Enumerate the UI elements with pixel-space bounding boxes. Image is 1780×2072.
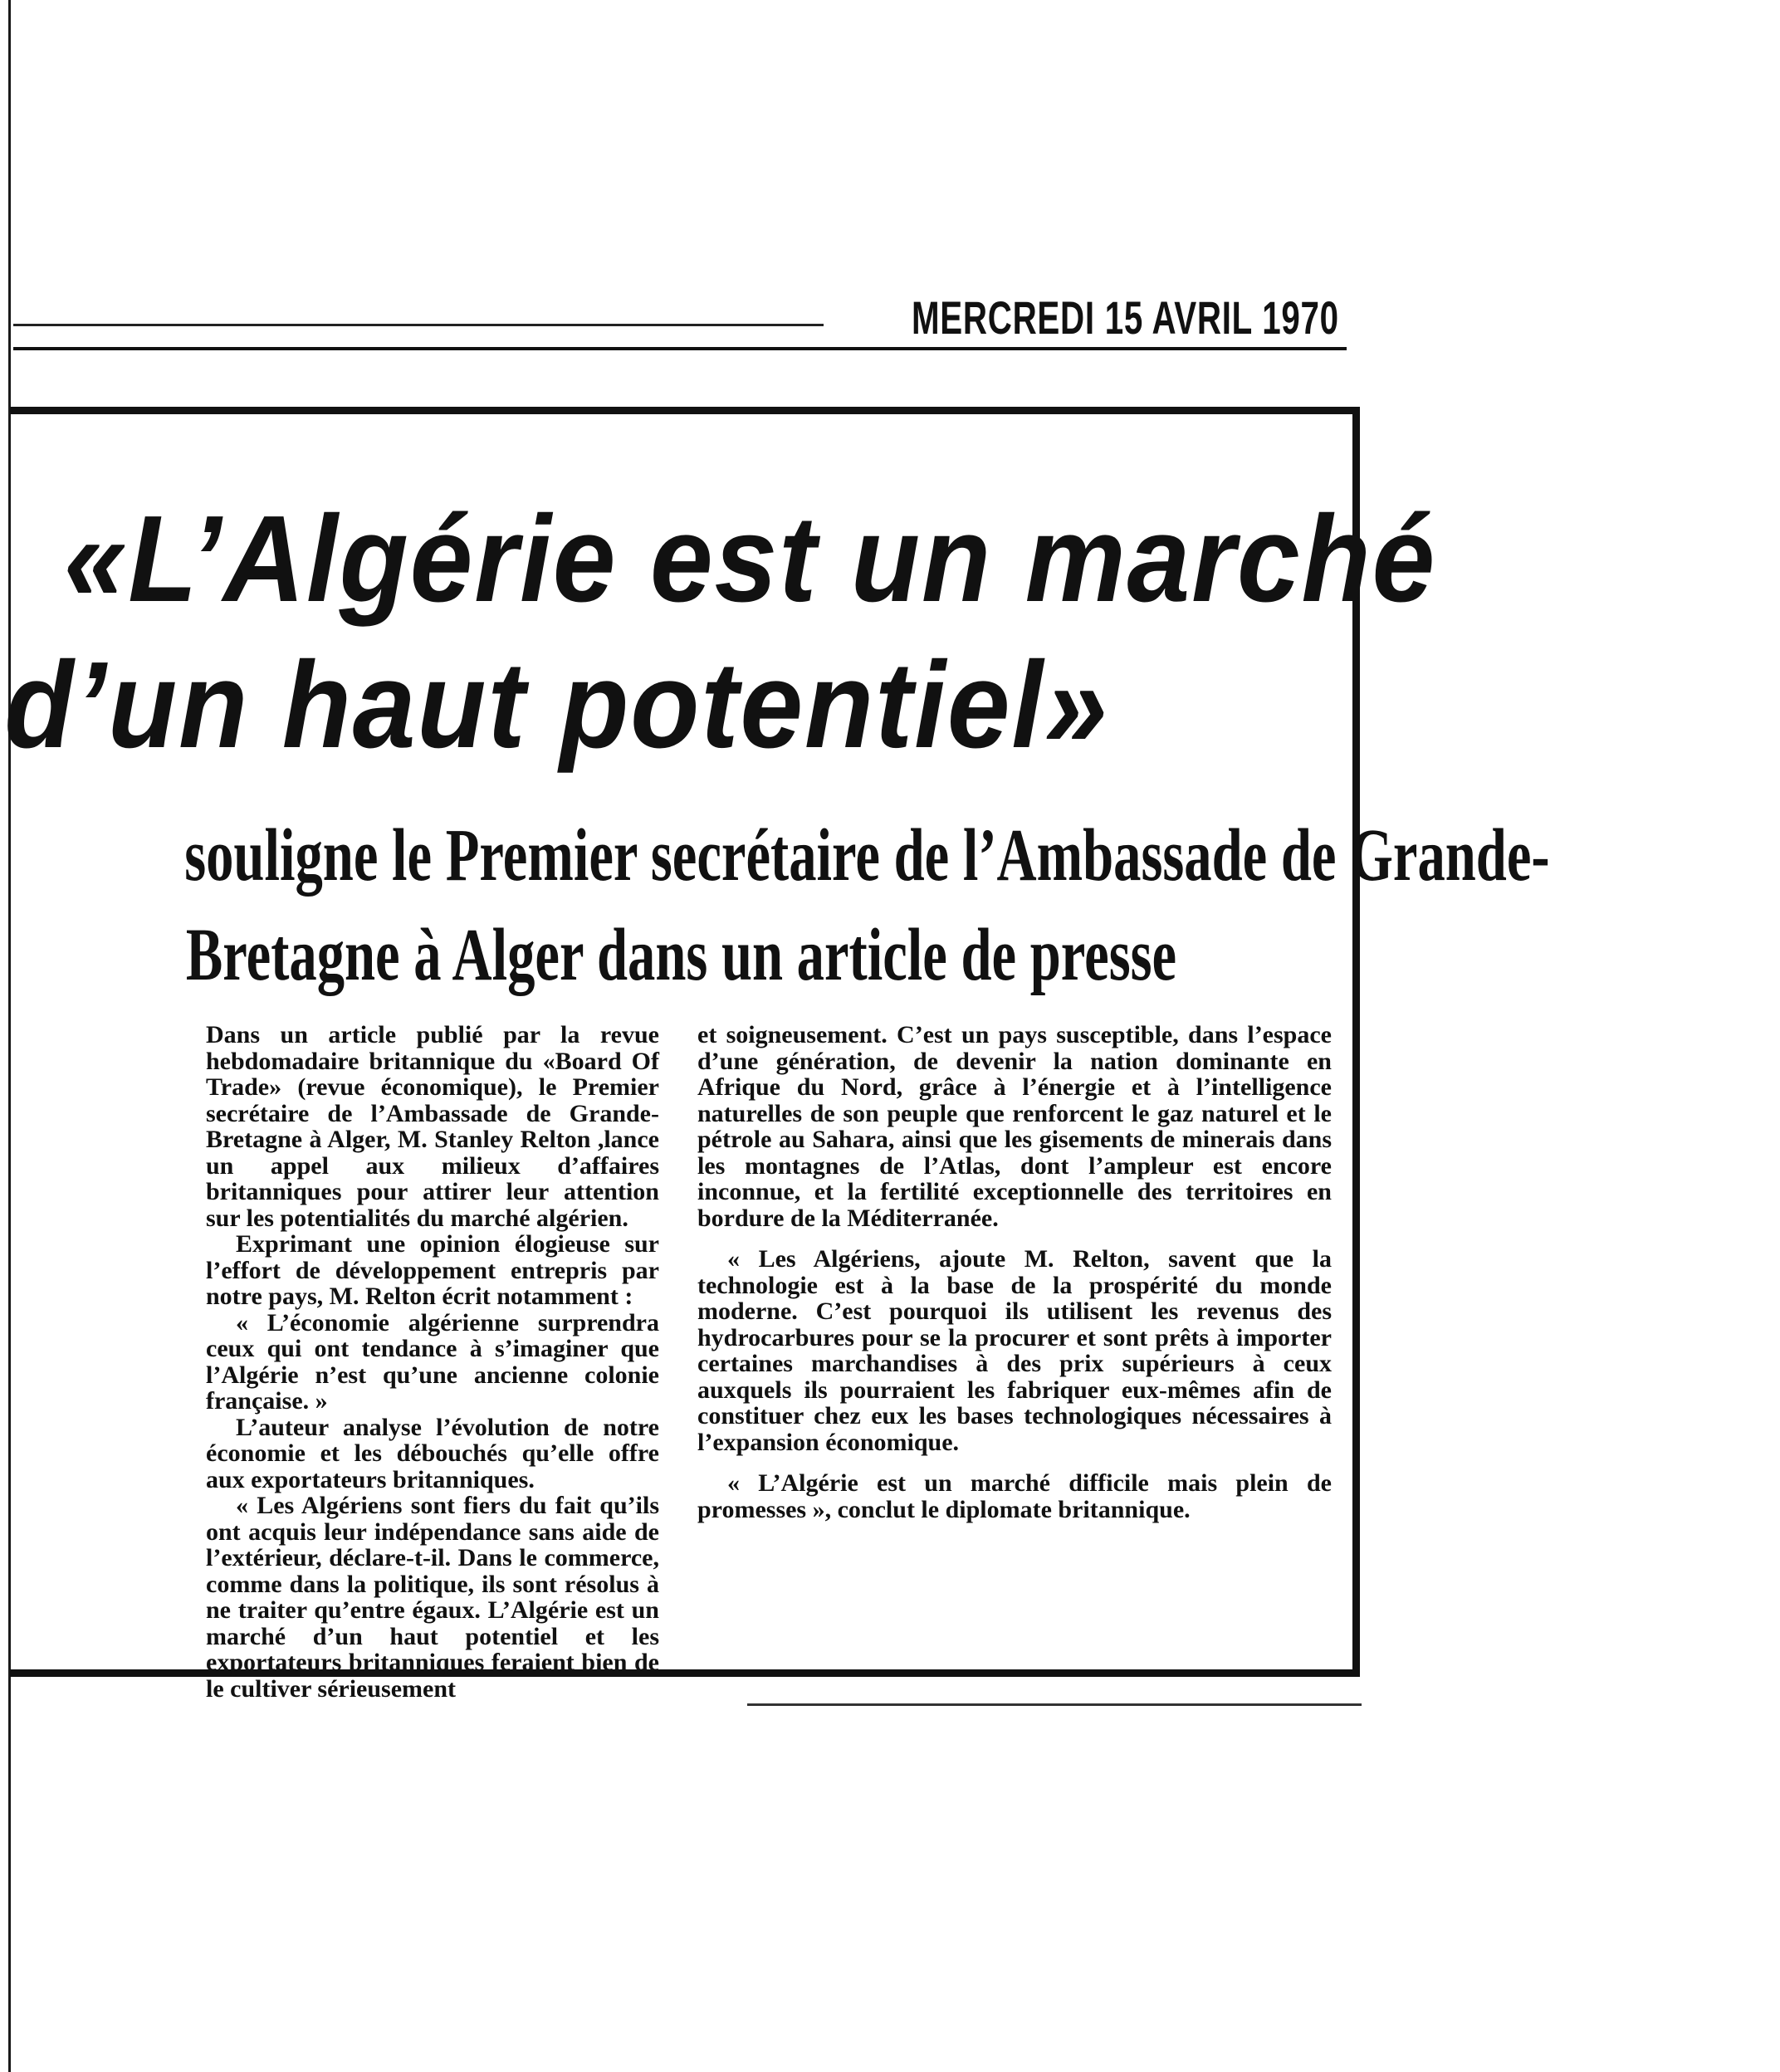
paragraph: « L’économie algérienne surprendra ceux qui ont tendance à s’imaginer que l’Algérie n’est qu’une ancienne colonie française. » bbox=[206, 1308, 659, 1415]
dateline-rule bbox=[13, 324, 824, 326]
paragraph: L’auteur analyse l’évolution de notre économie et les débouchés qu’elle offre aux exportateurs britanniques. bbox=[206, 1413, 659, 1493]
footer-rule bbox=[747, 1703, 1362, 1706]
subheadline-line-2: Bretagne à Alger dans un article de presse bbox=[185, 914, 1177, 996]
header-rule bbox=[13, 347, 1347, 350]
paragraph: Dans un article publié par la revue hebdomadaire britannique du «Board Of Trade» (revue économique), le Premier secrétaire de l’Ambassade de Grande-Bretagne à Alger, M. Stanley Relton ,lance un appel aux milieux d’affaires britanniques pour attirer leur attention sur les potentialités du marché algérien. bbox=[206, 1021, 659, 1232]
article-column-right bbox=[697, 1022, 1332, 1522]
paragraph: « Les Algériens, ajoute M. Relton, savent que la technologie est à la base de la prospérité du monde moderne. C’est pourquoi ils utilisent les revenus des hydrocarbures pour se la procurer et sont prêts à importer certaines marchandises à des prix supérieurs à ceux auxquels ils pourraient les fabriquer eux-mêmes afin de constituer chez eux les bases technologiques nécessaires à l’expansion économique. bbox=[697, 1245, 1332, 1456]
dateline: MERCREDI 15 AVRIL 1970 bbox=[912, 291, 1339, 344]
paragraph: et soigneusement. C’est un pays susceptible, dans l’espace d’une génération, de devenir la nation dominante en Afrique du Nord, grâce à l’énergie et à l’intelligence naturelles de son peuple que renforcent le gaz naturel et le pétrole au Sahara, ainsi que les gisements de minerais dans les montagnes de l’Atlas, dont l’ampleur est encore inconnue, et la fertilité exceptionnelle des territoires en bordure de la Méditerranée. bbox=[697, 1021, 1332, 1232]
article-box bbox=[4, 407, 1550, 1703]
headline-line-1: «L’Algérie est un marché bbox=[63, 491, 1437, 628]
paragraph: Exprimant une opinion élogieuse sur l’effort de développement entrepris par notre pays, M. Relton écrit notamment : bbox=[206, 1230, 659, 1310]
article-column-left bbox=[206, 1022, 659, 1702]
paragraph: « Les Algériens sont fiers du fait qu’ils ont acquis leur indépendance sans aide de l’extérieur, déclare-t-il. Dans le commerce, comme dans la politique, ils sont résolus à ne traiter qu’entre égaux. L’Algérie est un marché d’un haut potentiel et les exportateurs britanniques feraient bien de le cultiver sérieusement bbox=[206, 1492, 659, 1703]
subheadline-line-1: souligne le Premier secrétaire de l’Ambassade de Grande- bbox=[184, 814, 1550, 897]
paragraph: « L’Algérie est un marché difficile mais plein de promesses », conclut le diplomate britannique. bbox=[697, 1469, 1332, 1523]
headline-line-2: d’un haut potentiel» bbox=[4, 637, 1109, 774]
